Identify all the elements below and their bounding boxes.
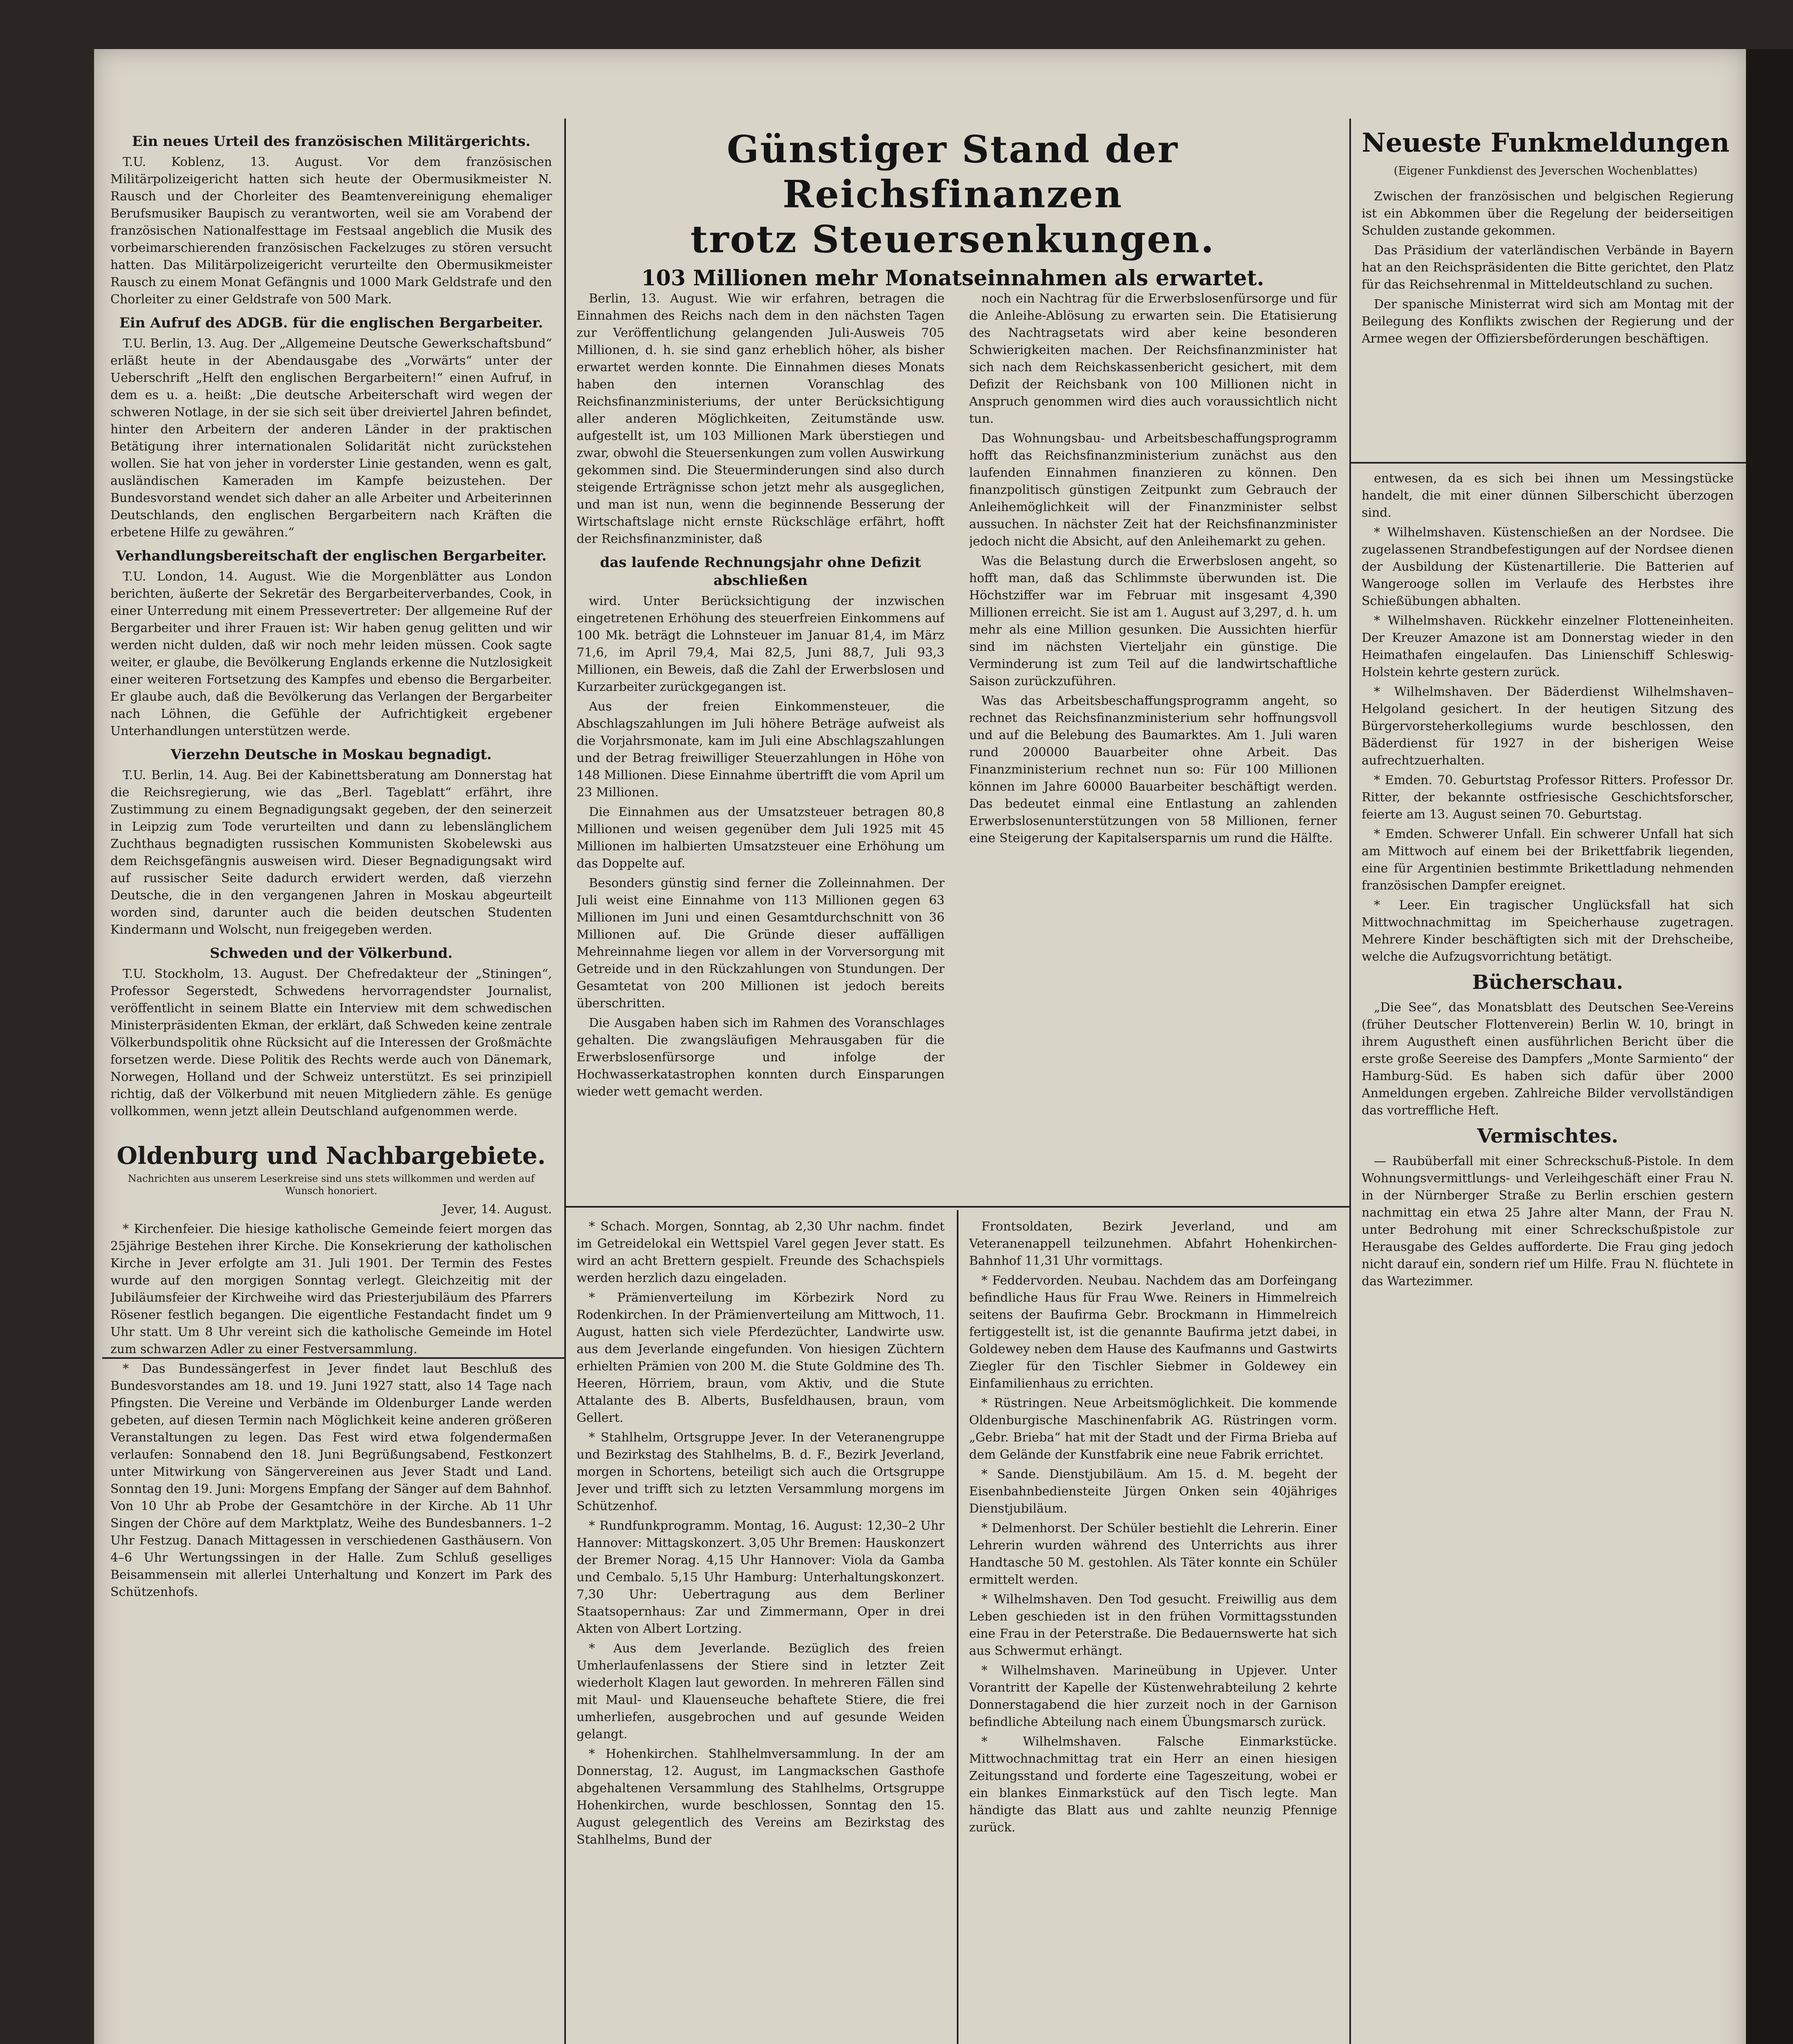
article-text: Besonders günstig sind ferner die Zolleinnahmen. Der Juli weist eine Einnahme von 113 Millionen gegen 63 Millionen im Juni und einen Gesamtdurchschnitt von 36 Millionen auf. Die Gründe dieser auffälligen Mehreinnahme liegen vor allem in der Vorversorgung mit Getreide und in den Rückzahlungen von Stundungen. Der Gesamtetat von 200 Millionen ist jedoch bereits überschritten. bbox=[577, 876, 945, 1011]
article-text: Zwischen der französischen und belgischen Regierung ist ein Abkommen über die Regelung der beiderseitigen Schulden zustande gekommen. bbox=[1362, 189, 1734, 238]
article-text: T.U. Berlin, 14. Aug. Bei der Kabinettsberatung am Donnerstag hat die Reichsregierung, wie das „Berl. Tageblatt“ erfährt, ihre Zustimmung zu einem Begnadigungsakt gegeben, der den seinerzeit in Leipzig zum Tode verurteilten und dann zu lebenslänglichem Zuchthaus begnadigten russischen Kommunisten Skobelewski aus dem Reichsgefängnis ausweisen wird. Dieser Begnadigungsakt wird auf russischer Seite dadurch erwidert werden, daß vierzehn Deutsche, die in den vergangenen Jahren in Moskau abgeurteilt worden sind, darunter auch die beiden deutschen Studenten Kindermann und Wolscht, nun freigegeben werden. bbox=[110, 768, 552, 937]
headline-line-1: Günstiger Stand der Reichsfinanzen bbox=[727, 127, 1179, 216]
article-text: * Wilhelmshaven. Küstenschießen an der Nordsee. Die zugelassenen Strandbefestigungen auf der Nordsee dienen der Ausbildung der Küstenartillerie. Die Batterien auf Wangerooge sollen im Verlaufe des Herbstes ihre Schießübungen abhalten. bbox=[1362, 525, 1734, 608]
article-text: T.U. Stockholm, 13. August. Der Chefredakteur der „Stiningen“, Professor Segerstedt, Schwedens hervorragendster Journalist, veröffentlicht in seinem Blatte ein Interview mit dem schwedischen Ministerpräsidenten Ekman, der erklärt, daß Schweden keine zentrale Völkerbundspolitik ohne Rücksicht auf die Interessen der Großmächte forsetzen werde. Diese Politik des Rechts werde auch von Dänemark, Norwegen, Holland und der Schweiz unterstützt. Es sei prinzipiell richtig, daß der Völkerbund mit neuen Mitgliedern zähle. Es genüge vollkommen, wenn jetzt allein Deutschland aufgenommen werde. bbox=[110, 967, 552, 1118]
article-text: Die Ausgaben haben sich im Rahmen des Voranschlages gehalten. Die zwangsläufigen Mehrausgaben für die Erwerbslosenfürsorge und infolge der Hochwasserkatastrophen konnten durch Einsparungen wieder wett gemacht werden. bbox=[577, 1016, 945, 1099]
column-rule bbox=[564, 119, 566, 2044]
article-text: * Leer. Ein tragischer Unglücksfall hat sich Mittwochnachmittag im Speicherhause zugetragen. Mehrere Kinder beschäftigten sich mit der Drehscheibe, welche die Aufzugsvorrichtung betätigt. bbox=[1362, 898, 1734, 964]
article-text: * Delmenhorst. Der Schüler bestiehlt die Lehrerin. Einer Lehrerin wurden während des Unterrichts aus ihrer Handtasche 50 M. gestohlen. Als Täter konnte ein Schüler ermittelt werden. bbox=[969, 1521, 1337, 1587]
section-rule bbox=[1349, 462, 1746, 464]
article-heading: Verhandlungsbereitschaft der englischen Bergarbeiter. bbox=[116, 548, 547, 564]
column-rule bbox=[957, 1210, 958, 2044]
article-text: * Wilhelmshaven. Marineübung in Upjever. Unter Vorantritt der Kapelle der Küstenwehrabteilung 2 kehrte Donnerstagabend die hier zurzeit noch in der Garnison befindliche Abteilung nach einem Übungsmarsch zurück. bbox=[969, 1663, 1337, 1729]
article-text: * Aus dem Jeverlande. Bezüglich des freien Umherlaufenlassens der Stiere sind in letzter Zeit wiederholt Klagen laut geworden. In mehreren Fällen sind mit Maul- und Klauenseuche behaftete Stiere, die frei umherliefen, ausgebrochen und auf gesunde Weiden gelangt. bbox=[577, 1641, 945, 1741]
funkmeldungen-title: Neueste Funkmeldungen bbox=[1362, 128, 1730, 158]
article-text: * Wilhelmshaven. Der Bäderdienst Wilhelmshaven–Helgoland gesichert. In der heutigen Sitzung des Bürgervorsteherkollegiums wurde beschlossen, den Bäderdienst für 1927 in der bisherigen Weise aufrechtzuerhalten. bbox=[1362, 685, 1734, 768]
article-text: * Emden. 70. Geburtstag Professor Ritters. Professor Dr. Ritter, der bekannte ostfriesische Geschichtsforscher, feierte am 13. August seinen 70. Geburtstag. bbox=[1362, 773, 1734, 822]
article-text: Aus der freien Einkommensteuer, die Abschlagszahlungen im Juli höhere Beträge aufweist als die Vorjahrsmonate, kam im Juli eine Abschlagszahlungen und der Betrag freiwilliger Steuerzahlungen in Höhe von 148 Millionen. Diese Einnahme übertrifft die vom April um 23 Millionen. bbox=[577, 699, 945, 800]
article-text: — Raubüberfall mit einer Schreckschuß-Pistole. In dem Wohnungsvermittlungs- und Verleihgeschäft einer Frau N. in der Nürnberger Straße zu Berlin erschien gestern nachmittag ein etwa 25 Jahre alter Mann, der Frau N. unter Bedrohung mit einer Schreckschußpistole zur Herausgabe des Geldes aufforderte. Die Frau ging jedoch nicht darauf ein, sondern rief um Hilfe. Frau N. flüchtete in das Wartezimmer. bbox=[1362, 1154, 1734, 1289]
article-text: T.U. Koblenz, 13. August. Vor dem französischen Militärpolizeigericht hatten sich heute der Obermusikmeister N. Rausch und der Chorleiter des Beamtenvereinigung ehemaliger Berufsmusiker Baupisch zu verantworten, weil sie am Vorabend der französischen Nationalfesttage im Festsaal angeblich die Musik des vorbeimarschierenden französischen Fackelzuges zu stören versucht hatten. Das Militärpolizeigericht verurteilte den Obermusikmeister Rausch zu einem Monat Gefängnis und 1000 Mark Geldstrafe und den Chorleiter zu einer Geldstrafe von 500 Mark. bbox=[110, 155, 552, 307]
right-column-top bbox=[1362, 188, 1734, 458]
column-rule bbox=[1349, 119, 1351, 2044]
article-text: wird. Unter Berücksichtigung der inzwischen eingetretenen Erhöhung des steuerfreien Einkommens auf 100 Mk. beträgt die Lohnsteuer im Januar 81,4, im März 71,6, im April 79,4, Mai 82,5, Juni 88,7, Juli 93,3 Millionen, ein Beweis, daß die Zahl der Erwerbslosen und Kurzarbeiter zurückgegangen ist. bbox=[577, 594, 945, 694]
article-text: * Kirchenfeier. Die hiesige katholische Gemeinde feiert morgen das 25jährige Bestehen ihrer Kirche. Die Konsekrierung der katholischen Kirche in Jever erfolgte am 31. Juli 1901. Der Termin des Festes wurde auf den morgigen Sonntag verlegt. Gleichzeitig mit der Jubiläumsfeier der Kirchweihe wird das Priesterjubiläum des Pfarrers Rösener festlich begangen. Die eigentliche Festandacht findet um 9 Uhr statt. Um 8 Uhr vereint sich die katholische Gemeinde im Hotel zum schwarzen Adler zu einer Festversammlung. bbox=[110, 1222, 552, 1356]
section-note: Nachrichten aus unserem Leserkreise sind uns stets willkommen und werden auf Wunsch honoriert. bbox=[128, 1173, 535, 1197]
article-text: Das Präsidium der vaterländischen Verbände in Bayern hat an den Reichspräsidenten die Bitte gerichtet, den Platz für das Reichsehrenmal in Mitteldeutschland zu suchen. bbox=[1362, 243, 1734, 292]
section-rule bbox=[564, 1206, 1349, 1208]
article-heading: Ein Aufruf des ADGB. für die englischen Bergarbeiter. bbox=[119, 315, 543, 331]
article-text: Frontsoldaten, Bezirk Jeverland, und am Veteranenappell teilzunehmen. Abfahrt Hohenkirchen-Bahnhof 11,31 Uhr vormittags. bbox=[969, 1219, 1337, 1268]
article-text: noch ein Nachtrag für die Erwerbslosenfürsorge und für die Anleihe-Ablösung zu erwarten sein. Die Etatisierung des Nachtragsetats wird aber keine besonderen Schwierigkeiten machen. Der Reichsfinanzminister hat sich nach dem Reichskassenbericht gesichert, mit dem Defizit der Reichsbank von 100 Millionen nicht in Anspruch genommen wird dies auch voraussichtlich nicht tun. bbox=[969, 291, 1337, 426]
article-heading: Vierzehn Deutsche in Moskau begnadigt. bbox=[171, 746, 492, 763]
article-text: * Feddervorden. Neubau. Nachdem das am Dorfeingang befindliche Haus für Frau Wwe. Reiners in Himmelreich seitens der Baufirma Gebr. Brockmann in Himmelreich fertiggestellt ist, ist die genannte Baufirma jetzt dabei, in Goldewey neben dem Hause des Kaufmanns und Gastwirts Ziegler für den Tischler Siebmer in Goldewey ein Einfamilienhaus zu errichten. bbox=[969, 1273, 1337, 1391]
section-title-vermischtes: Vermischtes. bbox=[1477, 1125, 1618, 1148]
dateline: Jever, 14. August. bbox=[442, 1202, 552, 1217]
local-news-col-1 bbox=[577, 1218, 945, 2044]
funkmeldungen-subtitle: (Eigener Funkdienst des Jeverschen Wochenblattes) bbox=[1394, 164, 1698, 177]
article-text: Berlin, 13. August. Wie wir erfahren, betragen die Einnahmen des Reichs nach dem in den nächsten Tagen zur Veröffentlichung gelangenden Juli-Ausweis 705 Millionen, d. h. sie sind ganz erheblich höher, als bisher erwartet werden konnte. Die Einnahmen dieses Monats haben den internen Voranschlag des Reichsfinanzministeriums, der unter Berücksichtigung aller anderen Möglichkeiten, Zeitumstände usw. aufgestellt ist, um 103 Millionen Mark überstiegen und zwar, obwohl die Steuersenkungen zum vollen Auswirkung gekommen sind. Die Steuerminderungen sind also durch steigende Erträgnisse schon jetzt mehr als ausgeglichen, und man ist nun, wenn die beginnende Besserung der Wirtschaftslage nicht ernste Rückschläge erfährt, hofft der Reichsfinanzminister, daß bbox=[577, 291, 945, 546]
article-text: * Rüstringen. Neue Arbeitsmöglichkeit. Die kommende Oldenburgische Maschinenfabrik AG. Rüstringen vorm. „Gebr. Brieba“ hat mit der Stadt und der Firma Brieba auf dem Gelände der Kunstfabrik eine neue Fabrik errichtet. bbox=[969, 1396, 1337, 1462]
article-text: * Sande. Dienstjubiläum. Am 15. d. M. begeht der Eisenbahnbediensteite Jürgen Onken sein 40jähriges Dienstjubiläum. bbox=[969, 1467, 1337, 1516]
article-text: * Hohenkirchen. Stahlhelmversammlung. In der am Donnerstag, 12. August, im Langmackschen Gasthofe abgehaltenen Versammlung des Stahlhelms, Ortsgruppe Hohenkirchen, wurde beschlossen, Sonntag den 15. August gelegentlich des Vereins am Bezirkstag des Stahlhelms, Bund der bbox=[577, 1747, 945, 1847]
article-heading: Schweden und der Völkerbund. bbox=[210, 945, 453, 961]
article-text: * Emden. Schwerer Unfall. Ein schwerer Unfall hat sich am Mittwoch auf einem bei der Brikettfabrik liegenden, eine für Argentinien bestimmte Brikettladung nehmenden französischen Dampfer ereignet. bbox=[1362, 827, 1734, 893]
headline-subline: 103 Millionen mehr Monatseinnahmen als erwartet. bbox=[641, 266, 1264, 291]
headline-line-2: trotz Steuersenkungen. bbox=[690, 217, 1215, 261]
article-text: * Das Bundessängerfest in Jever findet laut Beschluß des Bundesvorstandes am 18. und 19. Juni 1927 statt, also 14 Tage nach Pfingsten. Die Vereine und Verbände im Oldenburger Lande werden gebeten, auf diesen Termin nach Möglichkeit keine anderen größeren Veranstaltungen zu legen. Das Fest wird etwa folgendermaßen verlaufen: Sonnabend den 18. Juni Begrüßungsabend, Festkonzert unter Mitwirkung von Sängervereinen aus Jever Stadt und Land. Sonntag den 19. Juni: Morgens Empfang der Sänger auf dem Bahnhof. Von 10 Uhr ab Probe der Gesamtchöre in der Kirche. Ab 11 Uhr Singen der Chöre auf dem Marktplatz, Weihe des Bundesbanners. 1–2 Uhr Festzug. Danach Mittagessen in verschiedenen Gasthäusern. Von 4–6 Uhr Wertungssingen in der Halle. Zum Schluß geselliges Beisammensein mit allerlei Unterhaltung und Konzert im Park des Schützenhofs. bbox=[110, 1362, 552, 1599]
article-text: Das Wohnungsbau- und Arbeitsbeschaffungsprogramm hofft das Reichsfinanzministerium zunächst aus den laufenden Einnahmen finanzieren zu können. Den finanzpolitisch günstigen Zeitpunkt zum Gebrauch der Anleihemöglichkeit will der Finanzminister selbst aussuchen. In nächster Zeit hat der Reichsfinanzminister jedoch nicht die Absicht, auf den Anleihemarkt zu gehen. bbox=[969, 431, 1337, 549]
article-text: * Schach. Morgen, Sonntag, ab 2,30 Uhr nachm. findet im Getreidelokal ein Wettspiel Varel gegen Jever statt. Es wird an acht Brettern gespielt. Freunde des Schachspiels werden herzlich dazu eingeladen. bbox=[577, 1219, 945, 1285]
article-text: Was die Belastung durch die Erwerbslosen angeht, so hofft man, daß das Schlimmste überwunden ist. Die Höchstziffer war im Februar mit insgesamt 4,390 Millionen erreicht. Sie ist am 1. August auf 3,297, d. h. um mehr als eine Million gesunken. Die Aussichten hierfür sind im nächsten Vierteljahr ein günstige. Die Verminderung ist zum Teil auf die landwirtschaftliche Saison zurückzuführen. bbox=[969, 554, 1337, 688]
article-text: T.U. Berlin, 13. Aug. Der „Allgemeine Deutsche Gewerkschaftsbund“ erläßt heute in der Abendausgabe des „Vorwärts“ unter der Ueberschrift „Helft den englischen Bergarbeitern!“ einen Aufruf, in dem es u. a. heißt: „Die deutsche Arbeiterschaft wird wegen der schweren Notlage, in der sie sich seit über dreiviertel Jahren befindet, hinter den Arbeitern der anderen Länder in der praktischen Betätigung ihrer internationalen Solidarität nicht zurückstehen wollen. Sie hat von jeher in vorderster Linie gestanden, wenn es galt, ausländischen Kameraden im Kampfe beizustehen. Der Bundesvorstand wendet sich daher an alle Arbeiter und Arbeiterinnen Deutschlands, den englischen Bergarbeitern nach Kräften die erbetene Hilfe zu gewähren.“ bbox=[110, 336, 552, 540]
article-text: * Rundfunkprogramm. Montag, 16. August: 12,30–2 Uhr Hannover: Mittagskonzert. 3,05 Uhr Bremen: Hauskonzert der Bremer Norag. 4,15 Uhr Hannover: Viola da Gamba und Cembalo. 5,15 Uhr Hamburg: Unterhaltungskonzert. 7,30 Uhr: Uebertragung aus dem Berliner Staatsopernhaus: Zar und Zimmermann, Oper in drei Akten von Albert Lortzing. bbox=[577, 1519, 945, 1636]
article-text: * Wilhelmshaven. Den Tod gesucht. Freiwillig aus dem Leben geschieden ist in den frühen Vormittagsstunden eine Frau in der Peterstraße. Die Bedauernswerte hat sich aus Schwermut erhängt. bbox=[969, 1592, 1337, 1658]
article-text: Die Einnahmen aus der Umsatzsteuer betragen 80,8 Millionen und weisen gegenüber dem Juli 1925 mit 45 Millionen im halbierten Umsatzsteuer eine Erhöhung um das Doppelte auf. bbox=[577, 805, 945, 871]
section-title-buecherschau: Bücherschau. bbox=[1472, 971, 1623, 994]
article-text: * Prämienverteilung im Körbezirk Nord zu Rodenkirchen. In der Prämienverteilung am Mittwoch, 11. August, hatten sich viele Pferdezüchter, Landwirte usw. aus dem Jeverlande eingefunden. Von hiesigen Züchtern erhielten Prämien von 200 M. die Stute Goldmine des Th. Heeren, Hörriem, braun, vom Aktiv, und die Stute Attalante des B. Alberts, Busfeldhausen, braun, vom Gellert. bbox=[577, 1291, 945, 1425]
left-column bbox=[110, 127, 552, 2044]
local-news-col-2 bbox=[969, 1218, 1337, 2044]
article-text: T.U. London, 14. August. Wie die Morgenblätter aus London berichten, äußerte der Sekretär des Bergarbeiterverbandes, Cook, in einer Unterredung mit einem Pressevertreter: Der allgemeine Ruf der Bergarbeiter und ihrer Frauen ist: Wir haben genug gelitten und wir werden nicht dulden, daß wir noch mehr leiden müssen. Cook sagte weiter, er glaube, die Bevölkerung Englands erkenne die Nutzlosigkeit einer weiteren Fortsetzung des Kampfes und ebenso die Bergarbeiter. Er glaube auch, daß die Bevölkerung das Verlangen der Bergarbeiter nach Löhnen, die Gefühle der Aufrichtigkeit ergebener Unterhandlungen unterstützen werde. bbox=[110, 569, 552, 738]
article-text: * Wilhelmshaven. Falsche Einmarkstücke. Mittwochnachmittag trat ein Herr an einen hiesigen Zeitungsstand und forderte eine Tageszeitung, wobei er ein blankes Einmarkstück auf den Tisch legte. Man händigte das Blatt aus und zahlte neunzig Pfennige zurück. bbox=[969, 1735, 1337, 1835]
article-text: Der spanische Ministerrat wird sich am Montag mit der Beilegung des Konflikts zwischen der Regierung und der Armee wegen der Offiziersbeförderungen beschäftigen. bbox=[1362, 297, 1734, 346]
main-article-col-2 bbox=[969, 290, 1337, 1198]
article-text: Was das Arbeitsbeschaffungsprogramm angeht, so rechnet das Reichsfinanzministerium sehr hoffnungsvoll und auf die Belebung des Baumarktes. Am 1. Juli waren rund 200000 Bauarbeiter ohne Arbeit. Das Finanzministerium rechnet nun so: Für 100 Millionen können im Jahre 60000 Bauarbeiter beschäftigt werden. Das bedeutet einmal eine Entlastung an zahlenden Erwerbslosenunterstützungen von 58 Millionen, ferner eine Steigerung der Kapitalsersparnis um rund die Hälfte. bbox=[969, 694, 1337, 845]
article-text: entwesen, da es sich bei ihnen um Messingstücke handelt, die mit einer dünnen Silberschicht überzogen sind. bbox=[1362, 471, 1734, 520]
article-text: „Die See“, das Monatsblatt des Deutschen See-Vereins (früher Deutscher Flottenverein) Berlin W. 10, bringt in ihrem Augustheft einen ausführlichen Bericht über die erste große Seereise des Dampfers „Monte Sarmiento“ der Hamburg-Süd. Es haben sich dafür über 2000 Anmeldungen ergeben. Zahlreiche Bilder vervollständigen das vortreffliche Heft. bbox=[1362, 1000, 1734, 1118]
article-heading: Ein neues Urteil des französischen Militärgerichts. bbox=[132, 133, 531, 150]
section-title-oldenburg: Oldenburg und Nachbargebiete. bbox=[117, 1142, 546, 1170]
main-headline bbox=[564, 127, 1341, 293]
newspaper-page bbox=[94, 49, 1746, 2044]
right-column bbox=[1362, 470, 1734, 2044]
article-text: * Wilhelmshaven. Rückkehr einzelner Flotteneinheiten. Der Kreuzer Amazone ist am Donnerstag wieder in den Heimathafen eingelaufen. Das Linienschiff Schleswig-Holstein kehrte gestern zurück. bbox=[1362, 614, 1734, 679]
article-text: * Stahlhelm, Ortsgruppe Jever. In der Veteranengruppe und Bezirkstag des Stahlhelms, B. d. F., Bezirk Jeverland, morgen in Schortens, beteiligt sich auch die Ortsgruppe Jever und trifft sich zu letzten Versammlung morgens im Schützenhof. bbox=[577, 1430, 945, 1513]
main-article-col-1 bbox=[577, 290, 945, 1198]
book-binding-edge bbox=[1746, 49, 1793, 2044]
article-subheading: das laufende Rechnungsjahr ohne Defizit abschließen bbox=[600, 554, 921, 589]
